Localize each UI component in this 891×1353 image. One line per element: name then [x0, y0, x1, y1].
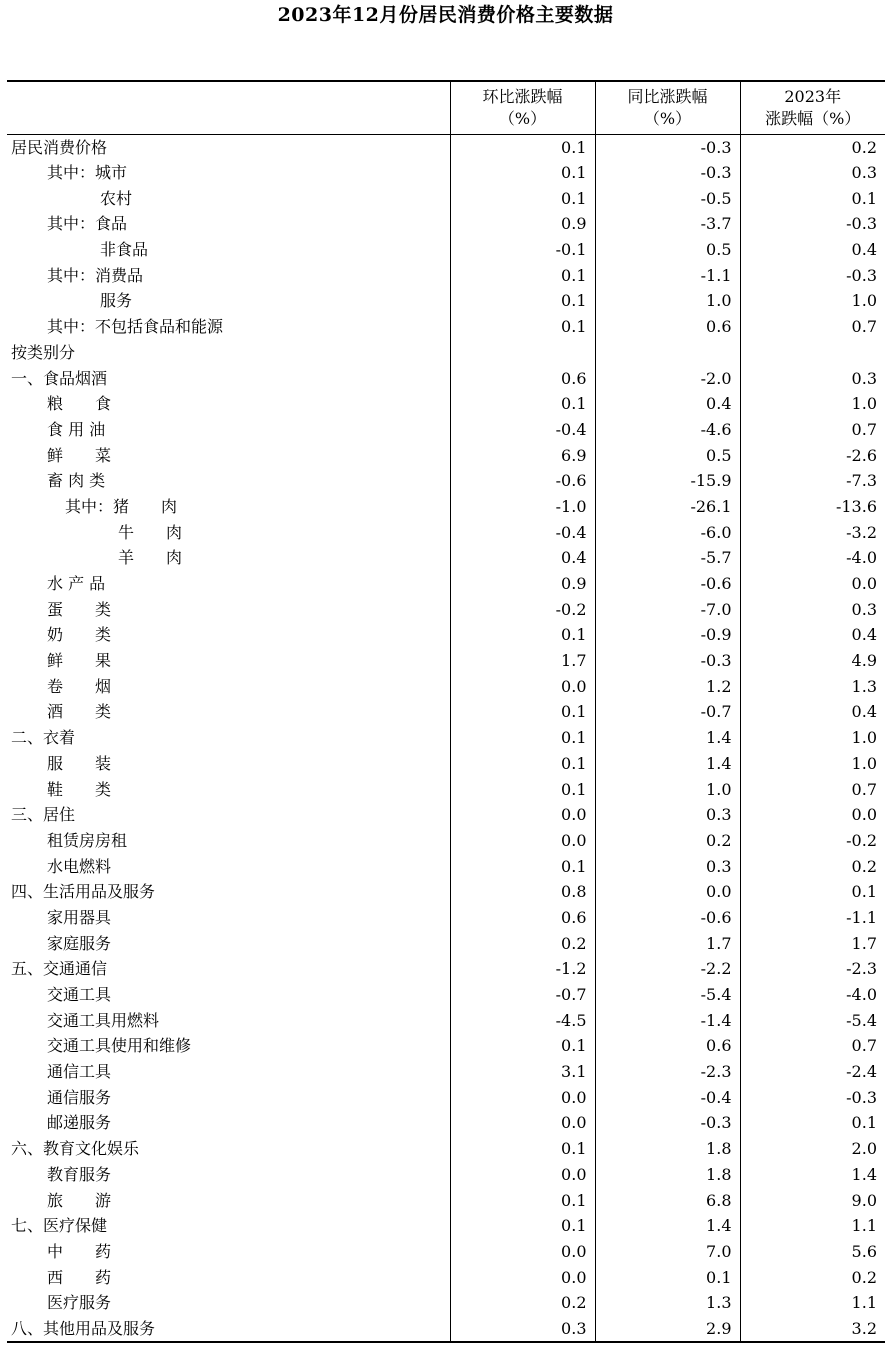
cell-yoy: 0.6 — [595, 314, 740, 340]
cell-yoy: 1.0 — [595, 288, 740, 314]
table-row — [7, 442, 885, 468]
table-row — [7, 365, 885, 391]
table-row — [7, 1059, 885, 1085]
table-row — [7, 648, 885, 674]
table-row — [7, 1136, 885, 1162]
table-row — [7, 340, 885, 366]
cell-mom: 0.6 — [450, 365, 595, 391]
cell-ytd: -0.3 — [740, 1084, 885, 1110]
cell-ytd: -4.0 — [740, 545, 885, 571]
table-row — [7, 1316, 885, 1342]
row-label: 家用器具 — [47, 907, 112, 927]
row-label: 奶 类 — [47, 625, 112, 645]
cell-ytd: 0.0 — [740, 571, 885, 597]
cell-mom: 0.8 — [450, 879, 595, 905]
table-row — [7, 494, 885, 520]
table-row — [7, 751, 885, 777]
cell-mom: 3.1 — [450, 1059, 595, 1085]
cell-ytd: 1.0 — [740, 288, 885, 314]
cell-ytd: -1.1 — [740, 905, 885, 931]
cell-ytd: 0.7 — [740, 314, 885, 340]
table-body — [7, 134, 885, 1342]
cell-ytd: 0.4 — [740, 237, 885, 263]
cell-ytd: 9.0 — [740, 1187, 885, 1213]
table-row — [7, 1290, 885, 1316]
cell-yoy: 2.9 — [595, 1316, 740, 1342]
row-label: 通信服务 — [47, 1087, 112, 1107]
cell-mom: 0.1 — [450, 160, 595, 186]
row-label: 水 产 品 — [47, 574, 106, 594]
cell-yoy: -6.0 — [595, 519, 740, 545]
table-row — [7, 314, 885, 340]
cell-yoy: -4.6 — [595, 417, 740, 443]
row-label: 按类别分 — [11, 342, 76, 362]
header-ytd — [740, 81, 885, 134]
cell-yoy: -1.4 — [595, 1007, 740, 1033]
row-label: 中 药 — [47, 1241, 112, 1261]
cell-yoy: 1.2 — [595, 673, 740, 699]
row-label: 食 用 油 — [47, 419, 106, 439]
cell-ytd: 0.2 — [740, 853, 885, 879]
row-label: 三、居住 — [11, 805, 76, 825]
cell-mom: 0.1 — [450, 1136, 595, 1162]
cell-yoy: -5.7 — [595, 545, 740, 571]
cell-ytd: 0.4 — [740, 622, 885, 648]
row-label: 旅 游 — [47, 1190, 112, 1210]
cell-yoy: -0.5 — [595, 185, 740, 211]
cell-yoy: -1.1 — [595, 262, 740, 288]
cell-yoy: 0.1 — [595, 1264, 740, 1290]
cell-ytd: -5.4 — [740, 1007, 885, 1033]
cell-mom: 0.1 — [450, 391, 595, 417]
cell-yoy: -2.3 — [595, 1059, 740, 1085]
row-label: 服务 — [100, 291, 133, 311]
cell-mom: 0.1 — [450, 1033, 595, 1059]
row-label: 其中：食品 — [47, 214, 128, 234]
cell-yoy: -0.9 — [595, 622, 740, 648]
page-title: 2023年12月份居民消费价格主要数据 — [277, 4, 614, 26]
cell-mom: 0.1 — [450, 699, 595, 725]
table-row — [7, 1264, 885, 1290]
cell-mom: 0.4 — [450, 545, 595, 571]
row-label: 通信工具 — [47, 1062, 112, 1082]
cell-ytd: 0.1 — [740, 1110, 885, 1136]
cell-ytd: -2.3 — [740, 956, 885, 982]
cell-mom: 0.1 — [450, 1213, 595, 1239]
table-row — [7, 519, 885, 545]
cell-yoy: 1.7 — [595, 930, 740, 956]
cell-mom: 0.0 — [450, 828, 595, 854]
cell-mom: 0.9 — [450, 571, 595, 597]
cell-yoy: -7.0 — [595, 596, 740, 622]
cell-mom: 0.1 — [450, 853, 595, 879]
cell-ytd: 1.0 — [740, 725, 885, 751]
cell-ytd: 4.9 — [740, 648, 885, 674]
cell-mom: 0.1 — [450, 751, 595, 777]
cell-ytd: -2.4 — [740, 1059, 885, 1085]
table-row — [7, 1187, 885, 1213]
table-row — [7, 1239, 885, 1265]
table-row — [7, 211, 885, 237]
cell-yoy: -0.3 — [595, 134, 740, 160]
table-row — [7, 417, 885, 443]
cell-yoy: -0.3 — [595, 648, 740, 674]
cell-mom: 0.0 — [450, 802, 595, 828]
table-row — [7, 1033, 885, 1059]
cell-yoy: -0.6 — [595, 905, 740, 931]
row-label: 交通工具使用和维修 — [47, 1036, 192, 1056]
table-row — [7, 288, 885, 314]
cell-mom: -0.1 — [450, 237, 595, 263]
cell-yoy: 1.4 — [595, 751, 740, 777]
table-row — [7, 956, 885, 982]
cell-yoy: 0.5 — [595, 237, 740, 263]
cell-mom: -0.4 — [450, 417, 595, 443]
cell-yoy: -15.9 — [595, 468, 740, 494]
cell-ytd: 1.3 — [740, 673, 885, 699]
row-label: 其中：消费品 — [47, 265, 144, 285]
cell-yoy: 0.5 — [595, 442, 740, 468]
row-label: 家庭服务 — [47, 933, 112, 953]
cell-ytd: 1.4 — [740, 1162, 885, 1188]
cell-mom: 0.0 — [450, 1239, 595, 1265]
cell-ytd: 0.1 — [740, 879, 885, 905]
cell-yoy: -0.6 — [595, 571, 740, 597]
cell-ytd: -7.3 — [740, 468, 885, 494]
table-row — [7, 1007, 885, 1033]
cell-ytd: -2.6 — [740, 442, 885, 468]
table-row — [7, 391, 885, 417]
cell-yoy: 1.3 — [595, 1290, 740, 1316]
row-label: 服 装 — [47, 753, 112, 773]
cell-ytd: 0.2 — [740, 134, 885, 160]
table-row — [7, 468, 885, 494]
cell-mom: 0.1 — [450, 185, 595, 211]
cell-mom: -4.5 — [450, 1007, 595, 1033]
table-row — [7, 930, 885, 956]
cell-ytd — [740, 340, 885, 366]
table-row — [7, 802, 885, 828]
header-mom — [450, 81, 595, 134]
cell-ytd: 0.3 — [740, 160, 885, 186]
row-label: 八、其他用品及服务 — [7, 1316, 450, 1342]
table-row — [7, 699, 885, 725]
cell-mom: -1.2 — [450, 956, 595, 982]
cell-yoy: 1.0 — [595, 776, 740, 802]
header-yoy-line1: 同比涨跌幅 — [627, 86, 708, 106]
cell-ytd: -4.0 — [740, 982, 885, 1008]
header-yoy-line2: （%） — [643, 108, 692, 128]
cell-yoy: -0.3 — [595, 160, 740, 186]
table-row — [7, 1162, 885, 1188]
cell-ytd: 0.3 — [740, 596, 885, 622]
row-label: 非食品 — [100, 240, 149, 260]
cell-ytd: 0.1 — [740, 185, 885, 211]
row-label: 西 药 — [47, 1267, 112, 1287]
cell-ytd: 3.2 — [740, 1316, 885, 1342]
row-label: 居民消费价格 — [11, 137, 108, 157]
cell-ytd: -0.2 — [740, 828, 885, 854]
cell-yoy: -0.7 — [595, 699, 740, 725]
cell-ytd: 1.1 — [740, 1290, 885, 1316]
row-label: 酒 类 — [47, 702, 112, 722]
table-row — [7, 853, 885, 879]
cell-ytd: 0.3 — [740, 365, 885, 391]
cell-mom: 0.1 — [450, 262, 595, 288]
table-header-row — [7, 81, 885, 134]
table-row — [7, 776, 885, 802]
cell-yoy: -2.0 — [595, 365, 740, 391]
cell-mom: 0.1 — [450, 134, 595, 160]
table-row — [7, 1110, 885, 1136]
cell-yoy: 1.4 — [595, 1213, 740, 1239]
cell-mom: 6.9 — [450, 442, 595, 468]
row-label: 鲜 菜 — [47, 445, 112, 465]
row-label: 鲜 果 — [47, 651, 112, 671]
cell-mom: 0.0 — [450, 1264, 595, 1290]
cell-mom: 0.1 — [450, 725, 595, 751]
row-label: 交通工具 — [47, 985, 112, 1005]
row-label: 二、衣着 — [11, 728, 76, 748]
cell-mom: 0.1 — [450, 314, 595, 340]
table-row — [7, 545, 885, 571]
table-row — [7, 905, 885, 931]
cell-ytd: 0.7 — [740, 1033, 885, 1059]
table-row — [7, 134, 885, 160]
cell-ytd: -3.2 — [740, 519, 885, 545]
cell-ytd: -0.3 — [740, 262, 885, 288]
cell-mom: 0.1 — [450, 288, 595, 314]
cell-mom: -0.2 — [450, 596, 595, 622]
row-label: 牛 肉 — [118, 522, 183, 542]
cell-yoy: 1.8 — [595, 1136, 740, 1162]
cell-ytd: -13.6 — [740, 494, 885, 520]
cell-yoy: -0.4 — [595, 1084, 740, 1110]
cell-yoy: -2.2 — [595, 956, 740, 982]
cell-yoy: 1.8 — [595, 1162, 740, 1188]
cell-mom: 0.3 — [450, 1316, 595, 1342]
row-label: 交通工具用燃料 — [47, 1010, 160, 1030]
cell-yoy: 1.4 — [595, 725, 740, 751]
cell-mom: 0.1 — [450, 1187, 595, 1213]
cell-mom: -0.4 — [450, 519, 595, 545]
cell-ytd: 0.7 — [740, 776, 885, 802]
table-row — [7, 237, 885, 263]
table-row — [7, 879, 885, 905]
cell-mom: -0.6 — [450, 468, 595, 494]
cell-yoy — [595, 340, 740, 366]
row-label: 其中：城市 — [47, 163, 128, 183]
row-label: 粮 食 — [47, 394, 112, 414]
table-row — [7, 571, 885, 597]
row-label: 羊 肉 — [118, 548, 183, 568]
cell-mom: 1.7 — [450, 648, 595, 674]
table-row — [7, 596, 885, 622]
cell-ytd: -0.3 — [740, 211, 885, 237]
cell-yoy: 7.0 — [595, 1239, 740, 1265]
row-label: 其中：不包括食品和能源 — [47, 317, 224, 337]
cell-ytd: 1.7 — [740, 930, 885, 956]
cell-ytd: 0.2 — [740, 1264, 885, 1290]
cell-yoy: 0.0 — [595, 879, 740, 905]
row-label: 其中：猪 肉 — [65, 496, 178, 516]
cell-mom: 0.0 — [450, 673, 595, 699]
cell-mom: 0.6 — [450, 905, 595, 931]
cell-yoy: 0.6 — [595, 1033, 740, 1059]
cell-mom: 0.0 — [450, 1110, 595, 1136]
cell-yoy: -5.4 — [595, 982, 740, 1008]
table-row — [7, 160, 885, 186]
cell-mom: 0.1 — [450, 776, 595, 802]
table-row — [7, 725, 885, 751]
row-label: 一、食品烟酒 — [11, 368, 108, 388]
header-item-label — [7, 81, 450, 134]
cell-yoy: 0.3 — [595, 853, 740, 879]
cell-ytd: 1.1 — [740, 1213, 885, 1239]
cell-yoy: 0.4 — [595, 391, 740, 417]
cpi-table — [7, 80, 885, 1343]
row-label: 邮递服务 — [47, 1113, 112, 1133]
cell-ytd: 0.7 — [740, 417, 885, 443]
row-label: 农村 — [100, 188, 133, 208]
cell-mom: 0.9 — [450, 211, 595, 237]
header-yoy — [595, 81, 740, 134]
row-label: 卷 烟 — [47, 676, 112, 696]
cell-ytd: 1.0 — [740, 391, 885, 417]
row-label: 医疗服务 — [47, 1293, 112, 1313]
cell-mom: 0.1 — [450, 622, 595, 648]
table-row — [7, 622, 885, 648]
table-row — [7, 982, 885, 1008]
cell-ytd: 1.0 — [740, 751, 885, 777]
table-row — [7, 673, 885, 699]
table-row — [7, 1213, 885, 1239]
row-label: 水电燃料 — [47, 856, 112, 876]
cell-yoy: 6.8 — [595, 1187, 740, 1213]
header-ytd-line1: 2023年 — [784, 86, 842, 106]
table-row — [7, 1084, 885, 1110]
cell-ytd: 0.4 — [740, 699, 885, 725]
cell-yoy: 0.2 — [595, 828, 740, 854]
row-label: 六、教育文化娱乐 — [11, 1139, 140, 1159]
row-label: 蛋 类 — [47, 599, 112, 619]
cell-mom: -1.0 — [450, 494, 595, 520]
header-mom-line2: （%） — [498, 108, 547, 128]
cell-yoy: -0.3 — [595, 1110, 740, 1136]
cell-yoy: -3.7 — [595, 211, 740, 237]
cell-mom: 0.2 — [450, 930, 595, 956]
cell-ytd: 5.6 — [740, 1239, 885, 1265]
row-label: 鞋 类 — [47, 779, 112, 799]
row-label: 畜 肉 类 — [47, 471, 106, 491]
cell-mom — [450, 340, 595, 366]
cell-yoy: -26.1 — [595, 494, 740, 520]
cell-mom: 0.0 — [450, 1084, 595, 1110]
row-label: 七、医疗保健 — [11, 1216, 108, 1236]
cell-mom: 0.2 — [450, 1290, 595, 1316]
cell-ytd: 2.0 — [740, 1136, 885, 1162]
cell-mom: -0.7 — [450, 982, 595, 1008]
row-label: 租赁房房租 — [47, 830, 128, 850]
cell-ytd: 0.0 — [740, 802, 885, 828]
table-row — [7, 185, 885, 211]
row-label: 四、生活用品及服务 — [11, 882, 156, 902]
row-label: 教育服务 — [47, 1164, 112, 1184]
table-row — [7, 828, 885, 854]
table-row — [7, 262, 885, 288]
header-mom-line1: 环比涨跌幅 — [482, 86, 563, 106]
row-label: 五、交通通信 — [11, 959, 108, 979]
cell-yoy: 0.3 — [595, 802, 740, 828]
cell-mom: 0.0 — [450, 1162, 595, 1188]
header-ytd-line2: 涨跌幅（%） — [765, 108, 861, 128]
